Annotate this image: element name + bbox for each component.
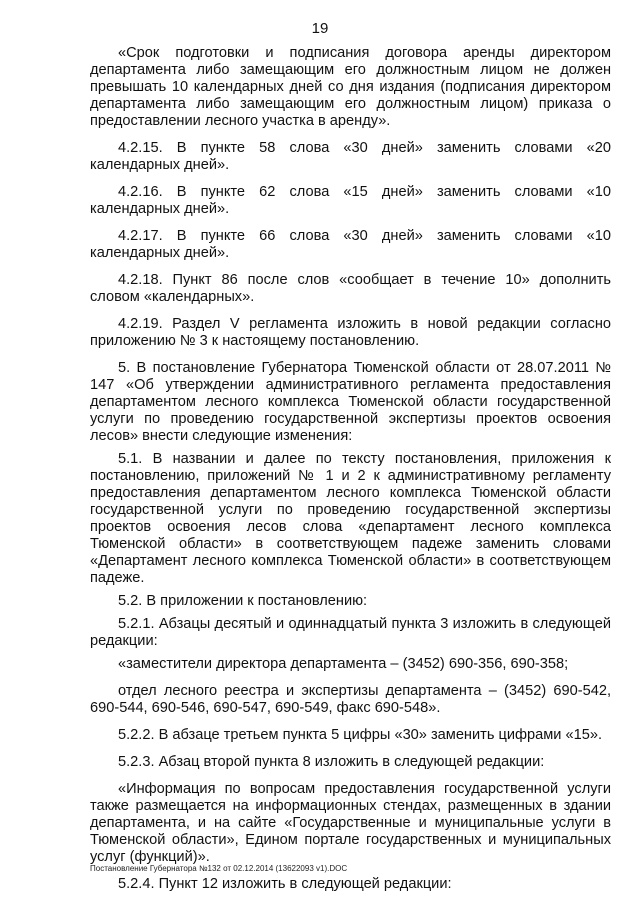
paragraph-5-2: 5.2. В приложении к постановлению: <box>118 593 368 609</box>
paragraph-5-1: 5.1. В названии и далее по тексту постановления, приложения к постановлению, приложений № 1 и 2 к административному регламенту предоставления департаментом лесного комплекса Тюменской области государственной услуги по проведению государственной экспертизы проектов освоения лесов слова «департамент лесного комплекса Тюменской области» в соответствующем падеже заменить словами «Департамент лесного комплекса Тюменской области» в соответствующем падеже. <box>90 451 611 586</box>
paragraph-4-2-17: 4.2.17. В пункте 66 слова «30 дней» заменить словами «10 календарных дней». <box>90 228 611 261</box>
paragraph-info-quote: «Информация по вопросам предоставления государственной услуги также размещается на информационных стендах, размещенных в здании департамента, и на сайте «Государственные и муниципальные услуги в Тюменской области», Едином портале государственных и муниципальных услуг (функций)». <box>90 781 611 865</box>
paragraph-4-2-16: 4.2.16. В пункте 62 слова «15 дней» заменить словами «10 календарных дней». <box>90 184 611 217</box>
paragraph-1: «Срок подготовки и подписания договора аренды директором департамента либо замещающим его должностным лицом не должен превышать 10 календарных дней со дня издания (подписания директором департамента либо замещающим его должностным лицом) приказа о предоставлении лесного участка в аренду». <box>90 45 611 129</box>
paragraph-5-2-1: 5.2.1. Абзацы десятый и одиннадцатый пункта 3 изложить в следующей редакции: <box>90 616 611 649</box>
paragraph-5-2-3: 5.2.3. Абзац второй пункта 8 изложить в следующей редакции: <box>118 754 545 770</box>
paragraph-phones-registry: отдел лесного реестра и экспертизы департамента – (3452) 690-542, 690-544, 690-546, 690-547, 690-549, факс 690-548». <box>90 683 611 716</box>
paragraph-4-2-18: 4.2.18. Пункт 86 после слов «сообщает в течение 10» дополнить словом «календарных». <box>90 272 611 305</box>
page-number: 19 <box>311 20 329 37</box>
paragraph-5-2-4: 5.2.4. Пункт 12 изложить в следующей редакции: <box>118 876 452 892</box>
paragraph-5: 5. В постановление Губернатора Тюменской области от 28.07.2011 № 147 «Об утверждении административного регламента предоставления департаментом лесного комплекса Тюменской области государственной услуги по проведению государственной экспертизы проектов освоения лесов» внести следующие изменения: <box>90 360 611 444</box>
paragraph-4-2-15: 4.2.15. В пункте 58 слова «30 дней» заменить словами «20 календарных дней». <box>90 140 611 173</box>
footer-filename: Постановление Губернатора №132 от 02.12.2014 (13622093 v1).DOC <box>90 864 348 873</box>
paragraph-4-2-19: 4.2.19. Раздел V регламента изложить в новой редакции согласно приложению № 3 к настоящему постановлению. <box>90 316 611 349</box>
document-body <box>90 45 611 903</box>
paragraph-phones-deputies: «заместители директора департамента – (3452) 690-356, 690-358; <box>118 656 569 672</box>
paragraph-5-2-2: 5.2.2. В абзаце третьем пункта 5 цифры «30» заменить цифрами «15». <box>118 727 602 743</box>
